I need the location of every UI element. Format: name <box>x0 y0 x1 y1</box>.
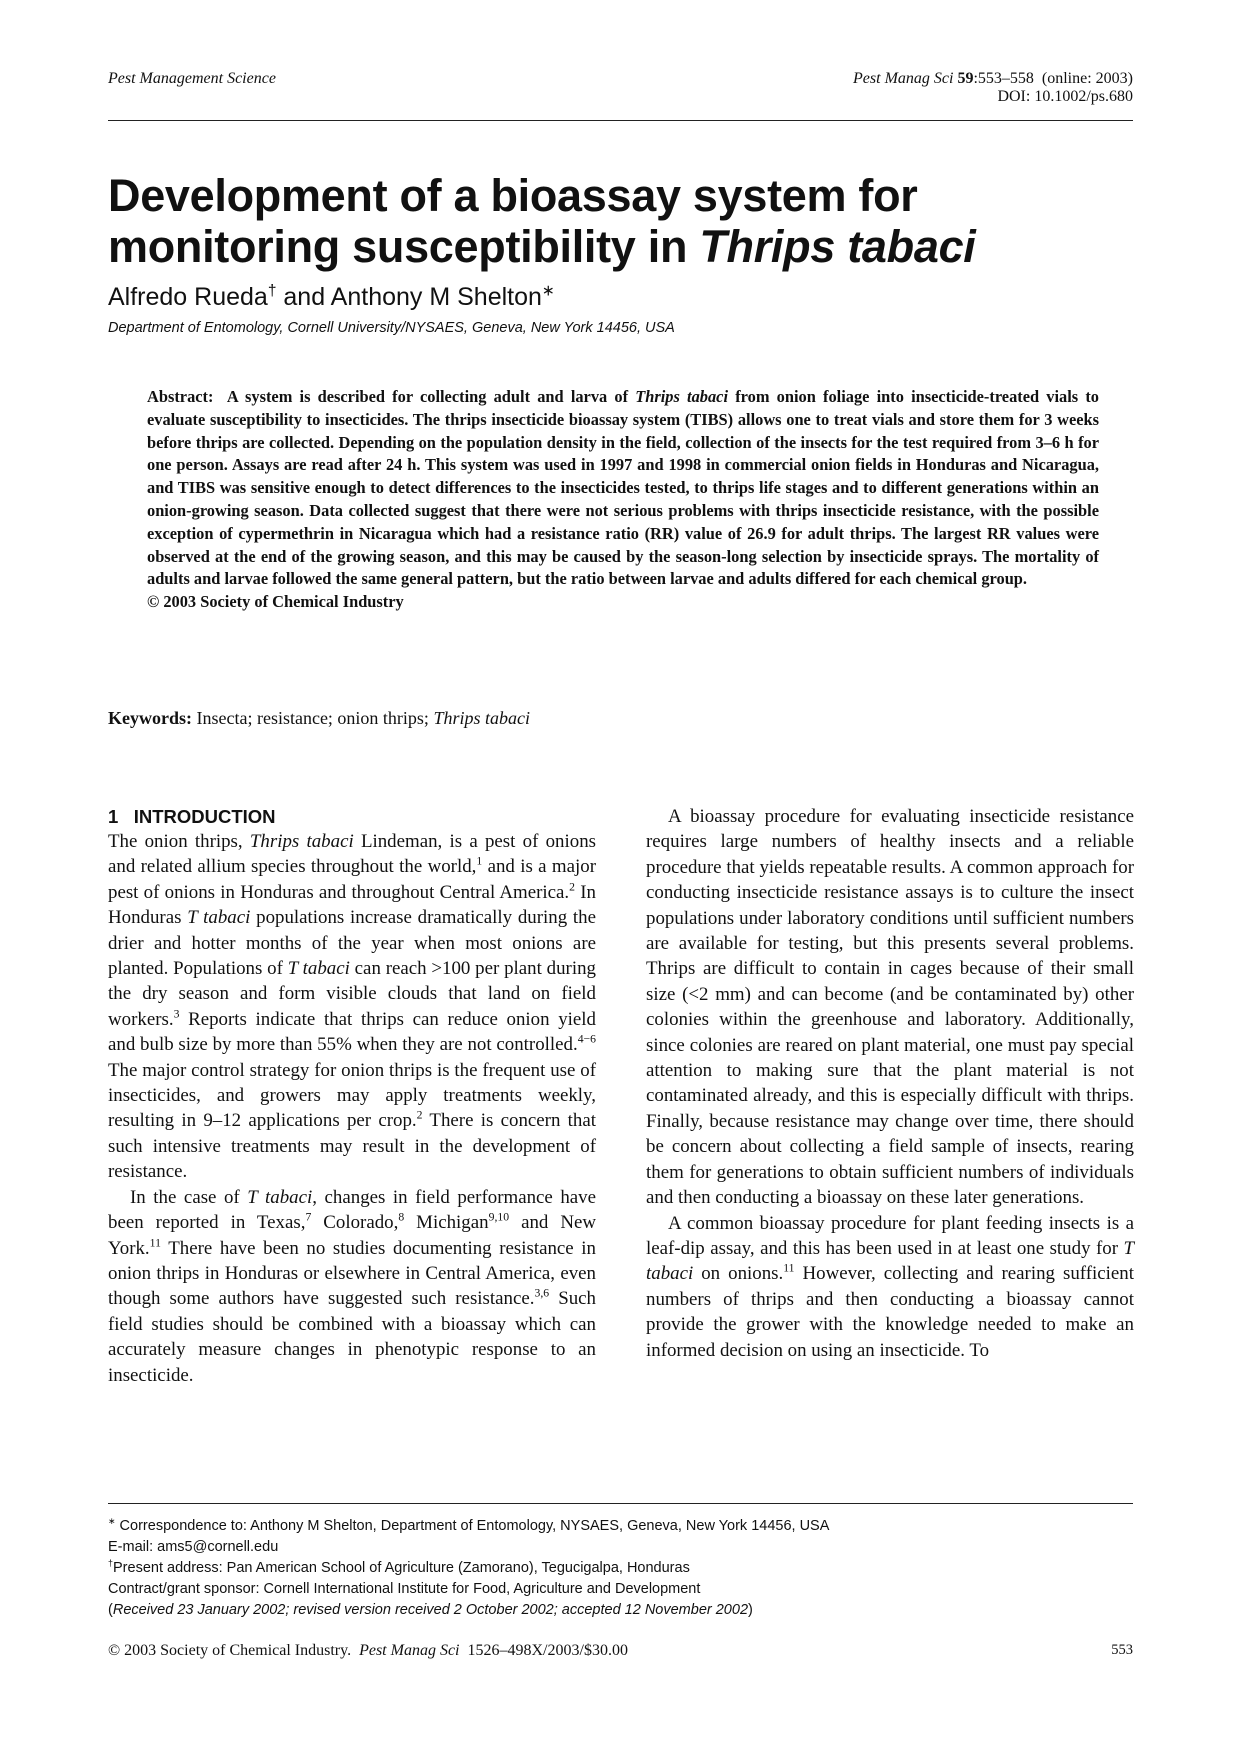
footnotes <box>108 1503 1133 1621</box>
p4-species-abbrev: T tabaci <box>646 1237 1134 1285</box>
dagger-mark: † <box>267 282 277 300</box>
abstract-body <box>147 386 1099 591</box>
citation-ref[interactable]: 2 <box>416 1109 423 1123</box>
paren-close: ) <box>748 1602 753 1618</box>
p1-text-e: populations increase dramatically during the drier and hotter months of the year when most onions are planted. Populations of <box>108 907 596 980</box>
citation-journal-abbrev: Pest Manag Sci <box>853 70 954 87</box>
title-species: Thrips tabaci <box>699 221 976 272</box>
author-shelton: and Anthony M Shelton <box>276 283 542 311</box>
footnote-received <box>108 1600 1133 1621</box>
section-heading <box>108 804 596 829</box>
footnote-email[interactable]: E-mail: ams5@cornell.edu <box>108 1539 279 1555</box>
footnote-present-address <box>108 1558 1133 1579</box>
footnote-star: ∗ <box>108 1516 116 1527</box>
p1-text-i: There is concern that such intensive treatments may result in the development of resistance. <box>108 1110 596 1183</box>
paragraph-3: A bioassay procedure for evaluating insecticide resistance requires large numbers of healthy insects and a reliable procedure that yields repeatable results. A common approach for conducting insecticide resistance assays is to culture the insect populations under laboratory conditions until sufficient numbers are available for testing, but this presents several problems. Thrips are difficult to contain in cages because of their small size (<2 mm) and can become (and be contaminated by) other colonies within the greenhouse and laboratory. Additionally, since colonies are reared on plant material, one must pay special attention to making sure that the plant material is not contaminated already, and this is especially difficult with thrips. Finally, because resistance may change over time, there should be concern about collecting a field sample of insects, rearing them for generations to obtain sufficient numbers of individuals and then conducting a bioassay on these later generations. <box>646 806 1134 1209</box>
citation-pages: :553–558 <box>973 70 1034 87</box>
citation-ref[interactable]: 9,10 <box>488 1210 510 1224</box>
p2-text-c: Colorado, <box>311 1212 399 1234</box>
footnote-correspondence <box>108 1516 1133 1537</box>
p4-text-a: A common bioassay procedure for plant feeding insects is a leaf-dip assay, and this has been used in at least one study for <box>646 1212 1134 1259</box>
p2-text-a: In the case of <box>130 1186 248 1208</box>
abstract-label: Abstract: <box>147 387 214 406</box>
abstract-text-a: A system is described for collecting adult and larva of <box>226 387 636 406</box>
received-dates: Received 23 January 2002; revised version received 2 October 2002; accepted 12 November 2002 <box>112 1602 749 1618</box>
citation-ref[interactable]: 4−6 <box>577 1032 596 1046</box>
section-title: INTRODUCTION <box>133 806 276 827</box>
correspondence-text: Correspondence to: Anthony M Shelton, Department of Entomology, NYSAES, Geneva, New York 14456, USA <box>115 1518 830 1534</box>
title-main: Development of a bioassay system for monitoring susceptibility in <box>108 170 918 272</box>
footer-journal: Pest Manag Sci <box>359 1642 460 1659</box>
citation-ref[interactable]: 1 <box>476 855 483 869</box>
p1-text-a: The onion thrips, <box>108 831 250 852</box>
authors <box>108 283 555 312</box>
p2-text-b: , changes in field performance have been reported in Texas, <box>108 1186 597 1234</box>
page-number: 553 <box>1111 1642 1133 1658</box>
p1-text-f: can reach >100 per plant during the dry season and form visible clouds that land on field workers. <box>108 958 596 1030</box>
footer-issn: 1526–498X/2003/$30.00 <box>467 1642 628 1659</box>
asterisk-mark: ∗ <box>541 282 555 300</box>
journal-name: Pest Management Science <box>108 70 276 87</box>
citation-ref[interactable]: 11 <box>149 1236 161 1250</box>
citation-ref[interactable]: 2 <box>569 880 576 894</box>
article-title <box>108 170 1133 272</box>
citation-ref[interactable]: 3,6 <box>534 1287 550 1301</box>
column-right <box>646 804 1134 1363</box>
paragraph-2 <box>108 1185 596 1388</box>
p1-text-d: In Honduras <box>108 881 596 929</box>
column-left <box>108 804 596 1388</box>
abstract-copyright: © 2003 Society of Chemical Industry <box>147 592 404 612</box>
abstract-text-b: from onion foliage into insecticide-treated vials to evaluate susceptibility to insecticides. The thrips insecticide bioassay system (TIBS) allows one to treat vials and store them for 3 weeks before thrips are collected. Depending on the population density in the field, collection of the insects for the test required from 3–6 h for one person. Assays are read after 24 h. This system was used in 1997 and 1998 in commercial onion fields in Honduras and Nicaragua, and TIBS was sensitive enough to detect differences to the insecticides tested, to thrips life stages and to different generations within an onion-growing season. Data collected suggest that there were not serious problems with thrips insecticide resistance, with the possible exception of cypermethrin in Nicaragua which had a resistance ratio (RR) value of 26.9 for adult thrips. The largest RR values were observed at the end of the growing season, and this may be caused by the season-long selection by insecticide sprays. The mortality of adults and larvae followed the same general pattern, but the ratio between larvae and adults differed for each chemical group. <box>147 387 1100 589</box>
p2-text-d: Michigan <box>404 1212 489 1234</box>
section-number: 1 <box>108 806 119 827</box>
footnote-sponsor: Contract/grant sponsor: Cornell International Institute for Food, Agriculture and Development <box>108 1581 701 1597</box>
footnote-dagger: † <box>108 1558 113 1569</box>
citation <box>853 70 1133 106</box>
page-footer <box>108 1642 1133 1660</box>
p4-text-c: However, collecting and rearing sufficient numbers of thrips and then conducting a bioassay cannot provide the grower with the knowledge needed to make an informed decision on using an insecticide. To <box>646 1263 1134 1361</box>
keywords-species: Thrips tabaci <box>433 708 530 728</box>
doi[interactable]: DOI: 10.1002/ps.680 <box>997 88 1133 105</box>
citation-ref[interactable]: 7 <box>305 1210 312 1224</box>
paren-open: ( <box>108 1602 113 1618</box>
author-rueda: Alfredo Rueda <box>108 283 268 311</box>
p1-species: Thrips tabaci <box>249 831 354 852</box>
affiliation: Department of Entomology, Cornell University/NYSAES, Geneva, New York 14456, USA <box>108 320 675 336</box>
keywords <box>108 708 530 729</box>
citation-ref[interactable]: 8 <box>398 1210 405 1224</box>
p1-species-abbrev: T tabaci <box>187 907 251 929</box>
p2-text-e: and New York. <box>108 1212 597 1259</box>
p4-text-b: on onions. <box>693 1263 784 1285</box>
p1-text-h: The major control strategy for onion thrips is the frequent use of insecticides, and growers may apply treatments weekly, resulting in 9–12 applications per crop. <box>108 1059 596 1132</box>
citation-ref[interactable]: 3 <box>173 1007 180 1021</box>
paragraph-1 <box>108 829 596 1185</box>
citation-online: (online: 2003) <box>1041 70 1133 87</box>
footer-copyright: © 2003 Society of Chemical Industry. <box>108 1642 352 1659</box>
p2-species-abbrev: T tabaci <box>247 1186 313 1208</box>
p2-text-g: Such field studies should be combined with a bioassay which can accurately measure changes in phenotypic response to an insecticide. <box>108 1288 596 1386</box>
citation-volume: 59 <box>957 70 974 87</box>
keywords-list: Insecta; resistance; onion thrips; <box>192 708 434 728</box>
paragraph-4 <box>646 1211 1134 1363</box>
keywords-label: Keywords: <box>108 708 192 728</box>
citation-ref[interactable]: 11 <box>783 1262 795 1276</box>
abstract <box>147 386 1099 614</box>
abstract-species: Thrips tabaci <box>635 387 729 406</box>
p1-text-b: Lindeman, is a pest of onions and related allium species throughout the world, <box>108 831 596 878</box>
p2-text-f: There have been no studies documenting resistance in onion thrips in Honduras or elsewhere in Central America, even though some authors have suggested such resistance. <box>108 1237 596 1310</box>
present-address-text: Present address: Pan American School of Agriculture (Zamorano), Tegucigalpa, Honduras <box>113 1560 690 1576</box>
running-head <box>108 70 1133 121</box>
p1-text-g: Reports indicate that thrips can reduce onion yield and bulb size by more than 55% when they are not controlled. <box>108 1008 596 1056</box>
p1-text-c: and is a major pest of onions in Honduras and throughout Central America. <box>108 856 596 903</box>
p1-species-abbrev: T tabaci <box>287 958 350 980</box>
